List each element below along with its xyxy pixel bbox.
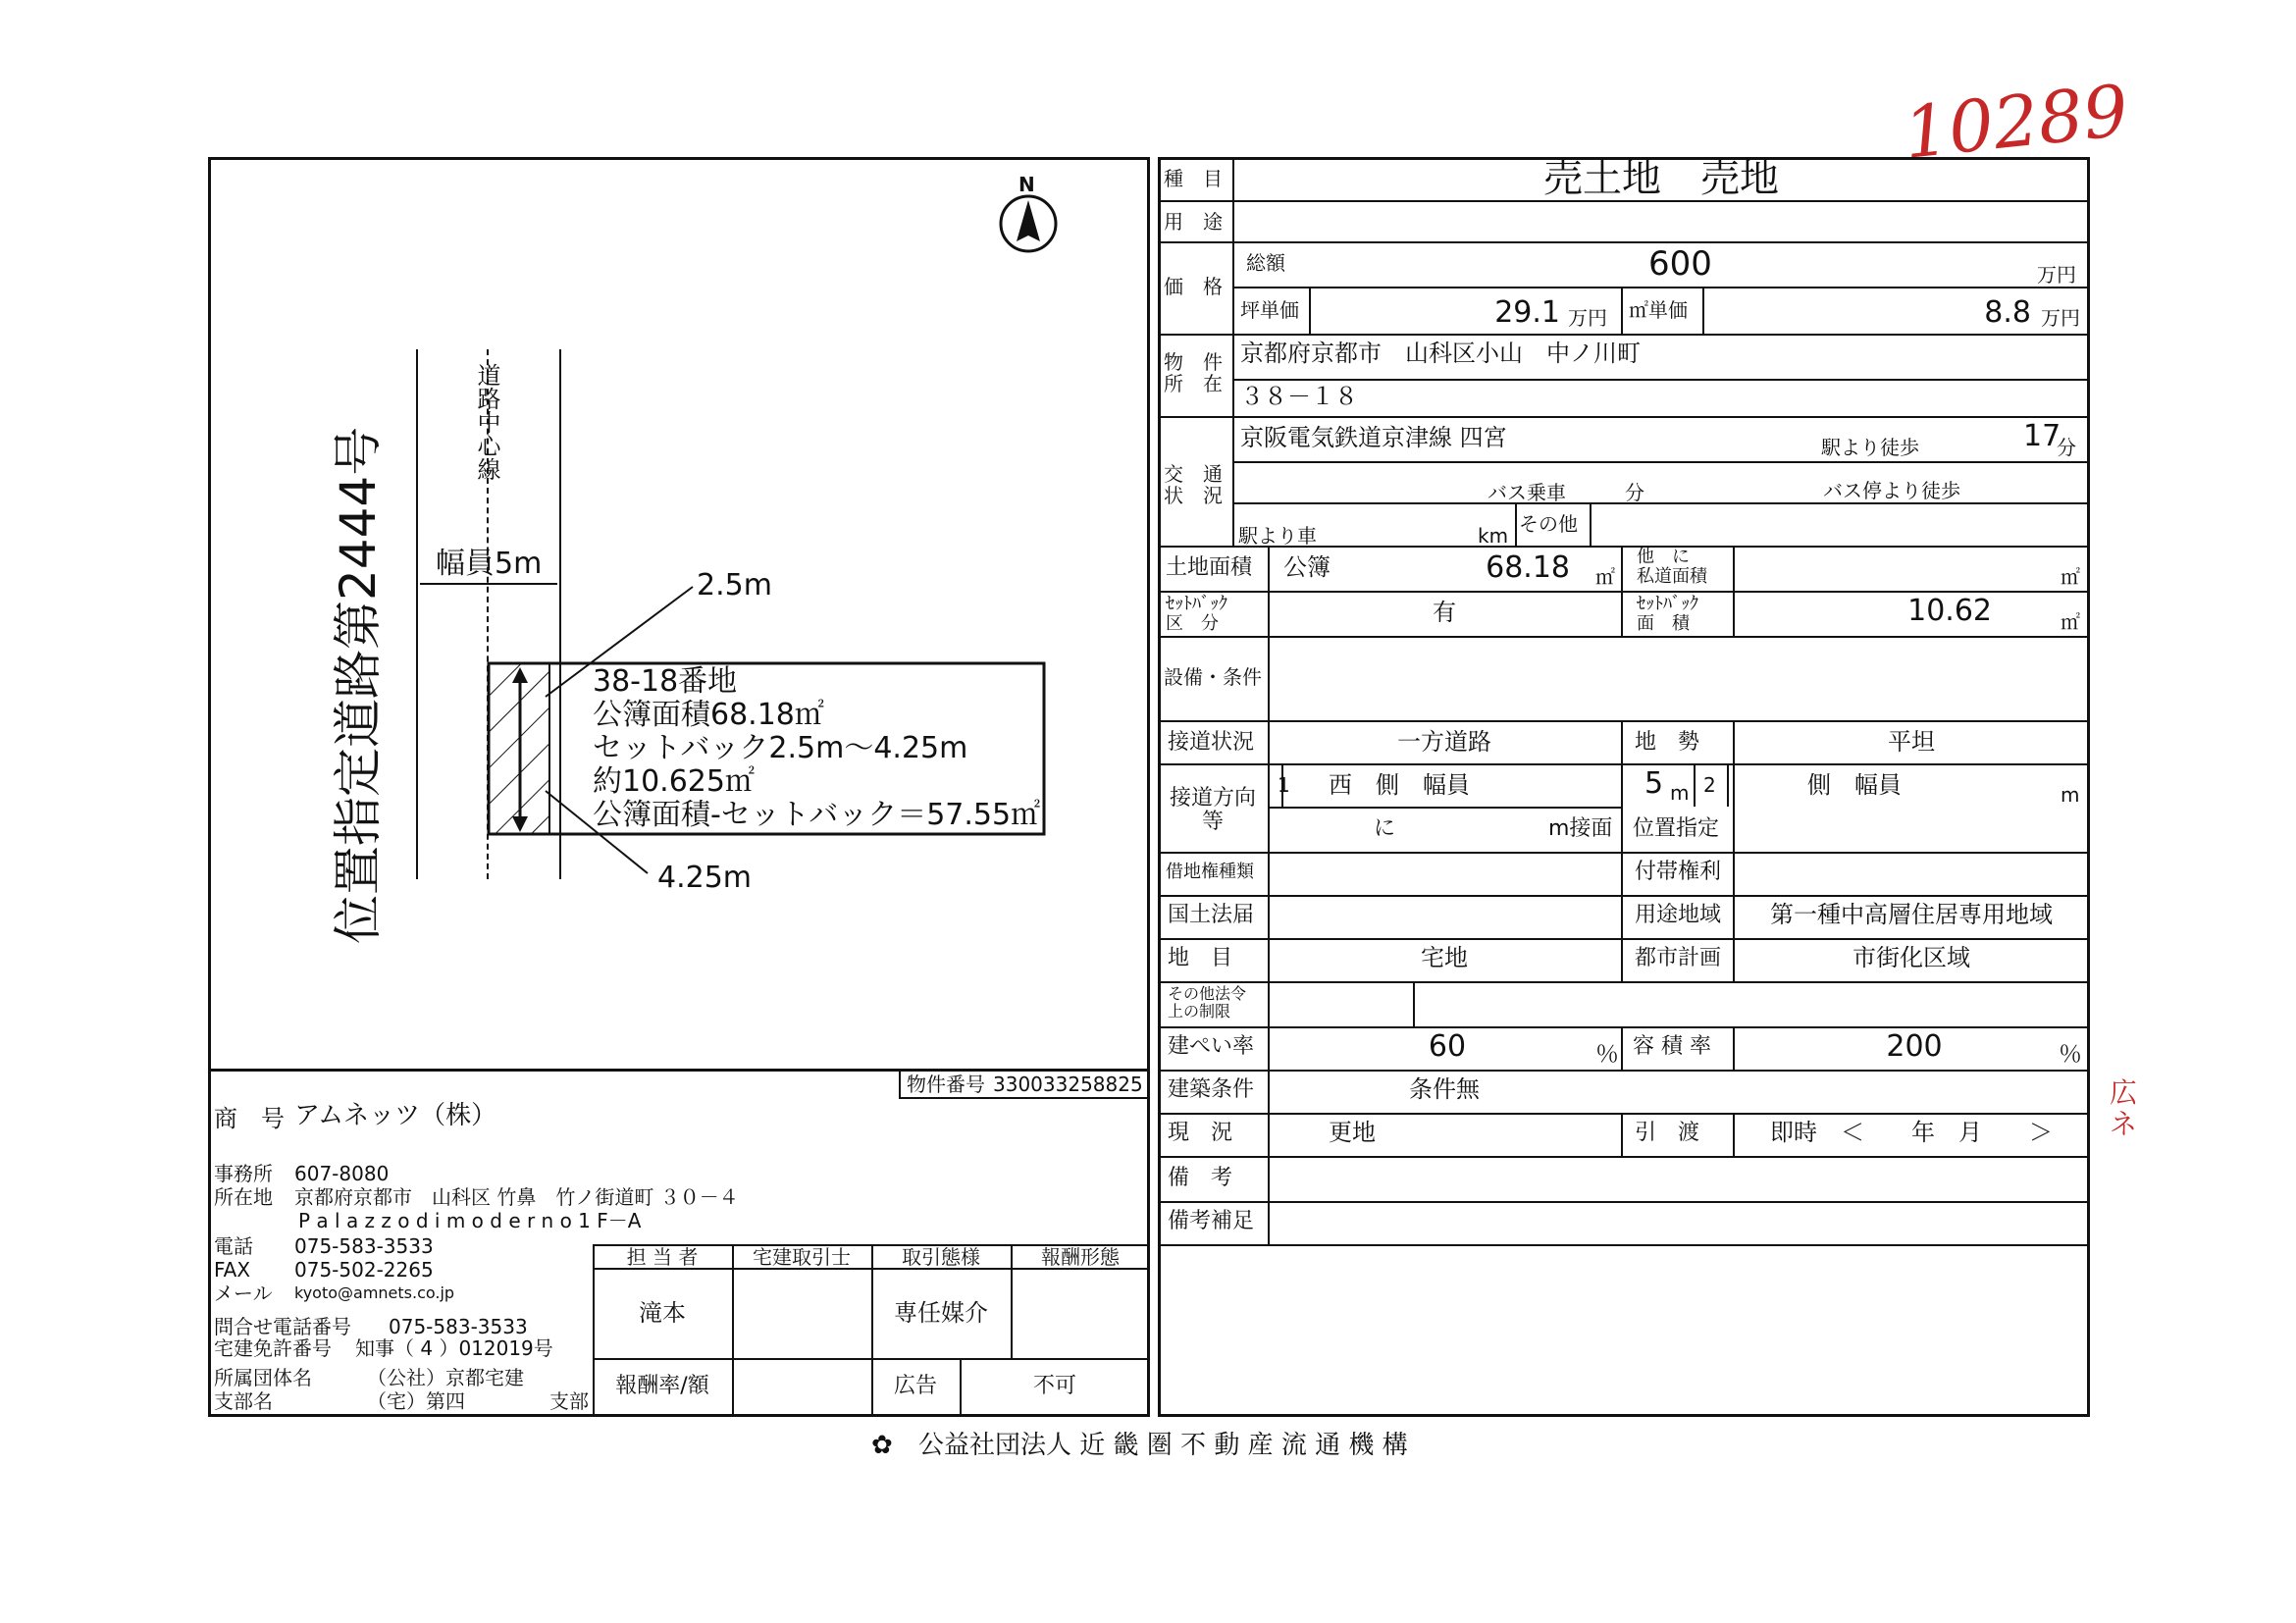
lot-line-4: 約10.625㎡ — [593, 764, 755, 799]
setback-class-label: ｾｯﾄﾊﾞｯｸ 区 分 — [1166, 594, 1227, 634]
staff-header-person: 担 当 者 — [626, 1245, 699, 1269]
branch-label: 支部名 — [214, 1389, 273, 1413]
total-unit: 万円 — [2037, 263, 2076, 287]
price-label: 価 格 — [1164, 275, 1223, 298]
property-number: 330033258825 — [993, 1073, 1143, 1096]
land-area: 68.18 — [1486, 550, 1570, 585]
bus-unit: 分 — [1625, 481, 1644, 504]
road-condition: 一方道路 — [1397, 728, 1491, 756]
car-unit: km — [1478, 524, 1509, 548]
road-center-label: 道路中心線 — [473, 363, 500, 481]
setback-area: 10.62 — [1907, 594, 1992, 628]
north-label: N — [1018, 173, 1035, 196]
building-condition: 条件無 — [1409, 1075, 1480, 1103]
zoning: 第一種中高層住居専用地域 — [1770, 901, 2053, 928]
use-label: 用 途 — [1164, 210, 1223, 234]
total-label: 総額 — [1246, 251, 1285, 275]
road-1-width: 5 — [1644, 766, 1664, 801]
address-label: 所在地 — [214, 1185, 273, 1209]
railway-line: 京阪電気鉄道京津線 四宮 — [1240, 424, 1507, 451]
branch-suffix: 支部 — [549, 1389, 589, 1413]
footer-logo-icon: ✿ — [871, 1431, 893, 1460]
floor-area-ratio-label: 容 積 率 — [1633, 1034, 1711, 1059]
margin-note-1: 広 — [2110, 1076, 2138, 1109]
current-status: 更地 — [1329, 1119, 1376, 1146]
postal-code: 607-8080 — [294, 1162, 390, 1185]
type-value: 売土地 売地 — [1543, 156, 1779, 201]
private-road-unit: ㎡ — [2061, 565, 2080, 589]
total-price: 600 — [1648, 244, 1712, 284]
sqm-label: ㎡単価 — [1629, 298, 1688, 322]
mail: kyoto@amnets.co.jp — [294, 1283, 455, 1302]
terrain: 平坦 — [1888, 728, 1935, 756]
road-name: 位置指定道路第2444号 — [330, 426, 387, 944]
location-line-1: 京都府京都市 山科区小山 中ノ川町 — [1240, 340, 1641, 367]
setback-class: 有 — [1433, 599, 1456, 626]
land-area-unit: ㎡ — [1595, 565, 1615, 589]
equipment-label: 設備・条件 — [1164, 665, 1262, 689]
attached-rights-label: 付帯権利 — [1635, 860, 1722, 884]
transit-label: 交 通 状 況 — [1164, 462, 1223, 507]
zoning-label: 用途地域 — [1635, 903, 1722, 927]
staff-mode: 専任媒介 — [894, 1299, 988, 1327]
type-label: 種 目 — [1164, 167, 1223, 190]
margin-note-2: ネ — [2110, 1108, 2138, 1140]
road-2-number: 2 — [1703, 773, 1716, 797]
inquiry-label: 問合せ電話番号 — [214, 1315, 351, 1338]
building-condition-label: 建築条件 — [1168, 1077, 1255, 1102]
ad-label: 広告 — [893, 1374, 937, 1398]
road-direction-label: 接道方向 等 — [1169, 786, 1256, 835]
branch: （宅）第四 — [367, 1389, 465, 1413]
north-arrow-icon — [997, 192, 1060, 255]
staff-person: 滝本 — [639, 1299, 686, 1327]
tsubo-unit: 万円 — [1568, 306, 1607, 330]
lot-line-5: 公簿面積-セットバック＝57.55㎡ — [593, 798, 1041, 832]
setback-top-label: 2.5m — [697, 568, 772, 602]
koubo-label: 公簿 — [1283, 553, 1331, 581]
other-law-label: その他法令 上の制限 — [1168, 984, 1247, 1021]
bus-stop-walk-label: バス停より徒歩 — [1823, 479, 1960, 502]
property-number-label: 物件番号 — [907, 1073, 985, 1096]
road-condition-label: 接道状況 — [1168, 730, 1255, 755]
private-road-label: 他 に 私道面積 — [1637, 547, 1707, 587]
location-line-2: ３８－１８ — [1240, 383, 1358, 410]
staff-header-fee: 報酬形態 — [1041, 1245, 1120, 1269]
association: （公社）京都宅建 — [367, 1366, 524, 1389]
position-designation-label: 位置指定 — [1633, 816, 1720, 841]
lot-line-2: 公簿面積68.18㎡ — [593, 698, 824, 732]
other-transit-label: その他 — [1519, 512, 1578, 536]
setback-bottom-label: 4.25m — [657, 861, 753, 895]
road-1-number: 1 — [1278, 773, 1290, 797]
fax: 075-502-2265 — [294, 1258, 434, 1282]
land-area-label: 土地面積 — [1166, 555, 1253, 580]
setback-area-unit: ㎡ — [2061, 610, 2080, 634]
delivery-label: 引 渡 — [1635, 1121, 1700, 1145]
walk-minutes: 17 — [2023, 419, 2061, 453]
shogo: アムネッツ（株） — [294, 1101, 497, 1130]
road-1-direction: 西 側 幅員 — [1329, 771, 1470, 799]
road-2-unit: m — [2061, 783, 2080, 807]
contact-ni: に — [1374, 816, 1396, 841]
coverage-ratio: 60 — [1428, 1029, 1467, 1064]
tsubo-price: 29.1 — [1494, 295, 1560, 330]
delivery: 即時 ＜ 年 月 ＞ — [1770, 1119, 2053, 1146]
current-status-label: 現 況 — [1168, 1121, 1233, 1145]
tel-label: 電話 — [214, 1234, 253, 1258]
road-1-unit: m — [1670, 781, 1690, 805]
road-edge-left — [416, 349, 418, 879]
handwritten-number: 10289 — [1900, 69, 2132, 175]
remarks-supplement-label: 備考補足 — [1168, 1209, 1255, 1233]
staff-header-mode: 取引態様 — [902, 1245, 980, 1269]
inquiry-tel: 075-583-3533 — [389, 1315, 528, 1338]
lease-type-label: 借地権種類 — [1166, 862, 1254, 882]
terrain-label: 地 勢 — [1635, 730, 1700, 755]
road-2-direction: 側 幅員 — [1807, 771, 1902, 799]
tsubo-label: 坪単価 — [1240, 298, 1299, 322]
contact-length-label: m接面 — [1548, 816, 1613, 841]
coverage-ratio-unit: ％ — [1595, 1040, 1619, 1068]
width-label: 幅員5m — [436, 547, 543, 581]
sqm-price: 8.8 — [1984, 295, 2031, 330]
sqm-unit: 万円 — [2041, 306, 2080, 330]
shogo-label: 商 号 — [214, 1105, 285, 1132]
city-planning-label: 都市計画 — [1635, 946, 1722, 970]
mail-label: メール — [214, 1282, 273, 1305]
staff-header-agent: 宅建取引士 — [753, 1245, 851, 1269]
association-label: 所属団体名 — [214, 1366, 312, 1389]
tel: 075-583-3533 — [294, 1234, 434, 1258]
walk-unit: 分 — [2057, 436, 2076, 459]
floor-area-ratio: 200 — [1886, 1029, 1943, 1064]
location-label: 物 件 所 在 — [1164, 350, 1223, 395]
license-number: 知事（ 4 ）012019号 — [355, 1336, 553, 1360]
walk-label: 駅より徒歩 — [1821, 436, 1919, 459]
coverage-ratio-label: 建ぺい率 — [1168, 1034, 1255, 1059]
city-planning: 市街化区域 — [1852, 944, 1970, 971]
license-label: 宅建免許番号 — [214, 1336, 332, 1360]
car-label: 駅より車 — [1238, 524, 1317, 548]
floor-area-ratio-unit: ％ — [2059, 1040, 2082, 1068]
remarks-label: 備 考 — [1168, 1166, 1233, 1190]
fax-label: FAX — [214, 1258, 251, 1282]
setback-area-label: ｾｯﾄﾊﾞｯｸ 面 積 — [1637, 594, 1698, 634]
fee-label: 報酬率/額 — [615, 1374, 709, 1398]
address-line-1: 京都府京都市 山科区 竹鼻 竹ノ街道町 ３０－４ — [294, 1185, 739, 1209]
office-label: 事務所 — [214, 1162, 273, 1185]
land-category: 宅地 — [1421, 944, 1468, 971]
lot-line-1: 38-18番地 — [593, 664, 738, 699]
lot-line-3: セットバック2.5m～4.25m — [593, 731, 968, 765]
footer-org: 公益社団法人 近 畿 圏 不 動 産 流 通 機 構 — [918, 1431, 1408, 1460]
bus-label: バス乗車 — [1487, 481, 1566, 504]
national-land-law-label: 国土法届 — [1168, 903, 1255, 927]
address-line-2: P a l a z z o d i m o d e r n o 1 F－A — [298, 1209, 642, 1232]
land-category-label: 地 目 — [1168, 946, 1233, 970]
ad-value: 不可 — [1032, 1374, 1076, 1398]
